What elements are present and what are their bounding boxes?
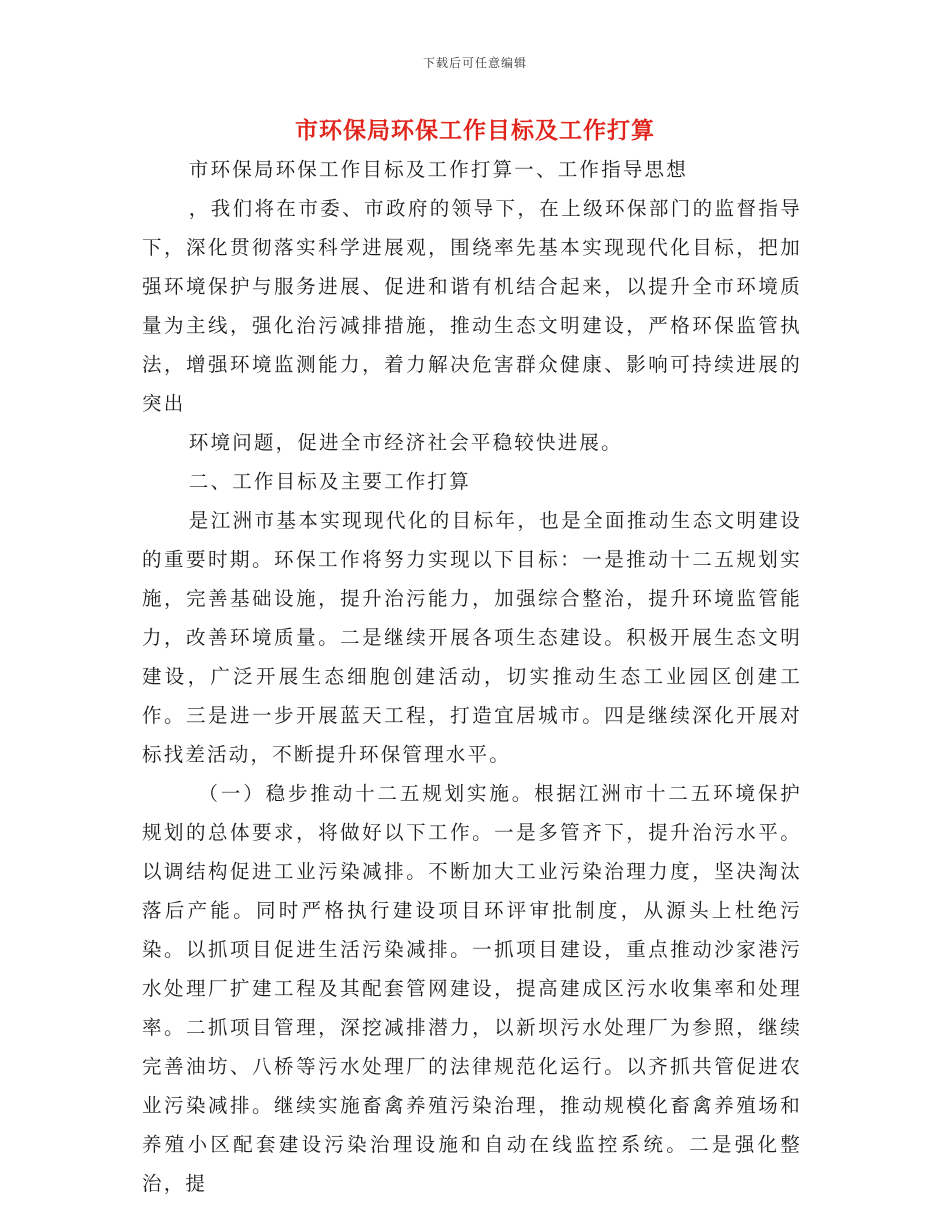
header-note: 下载后可任意编辑 <box>422 56 527 70</box>
document-title: 市环保局环保工作目标及工作打算 <box>295 117 655 144</box>
paragraph-intro: 市环保局环保工作目标及工作打算一、工作指导思想 <box>188 158 688 181</box>
paragraph-plan-implementation: （一）稳步推动十二五规划实施。根据江洲市十二五环境保护规划的总体要求，将做好以下工作。一是多管齐下，提升治污水平。以调结构促进工业污染减排。不断加大工业污染治理力度，坚决淘汰落后产能。同时严格执行建设项目环评审批制度，从源头上杜绝污染。以抓项目促进生活污染减排。一抓项目建设，重点推动沙家港污水处理厂扩建工程及其配套管网建设，提高建成区污水收集率和处理率。二抓项目管理，深挖减排潜力，以新坝污水处理厂为参照，继续完善油坊、八桥等污水处理厂的法律规范化运行。以齐抓共管促进农业污染减排。继续实施畜禽养殖污染治理，推动规模化畜禽养殖场和养殖小区配套建设污染治理设施和自动在线监控系统。二是强化整治，提 <box>142 782 802 1195</box>
document-body <box>142 150 802 1203</box>
section-heading-goals: 二、工作目标及主要工作打算 <box>188 470 471 493</box>
paragraph-guiding-thought: ，我们将在市委、市政府的领导下，在上级环保部门的监督指导下，深化贯彻落实科学进展观，围绕率先基本实现现代化目标，把加强环境保护与服务进展、促进和谐有机结合起来，以提升全市环境质量为主线，强化治污减排措施，推动生态文明建设，严格环保监管执法，增强环境监测能力，着力解决危害群众健康、影响可持续进展的突出 <box>142 197 802 415</box>
paragraph-goals: 是江洲市基本实现现代化的目标年，也是全面推动生态文明建设的重要时期。环保工作将努力实现以下目标：一是推动十二五规划实施，完善基础设施，提升治污能力，加强综合整治，提升环境监管能力，改善环境质量。二是继续开展各项生态建设。积极开展生态文明建设，广泛开展生态细胞创建活动，切实推动生态工业园区创建工作。三是进一步开展蓝天工程，打造宜居城市。四是继续深化开展对标找差活动，不断提升环保管理水平。 <box>142 509 802 766</box>
paragraph-guiding-thought-cont: 环境问题，促进全市经济社会平稳较快进展。 <box>188 431 623 454</box>
